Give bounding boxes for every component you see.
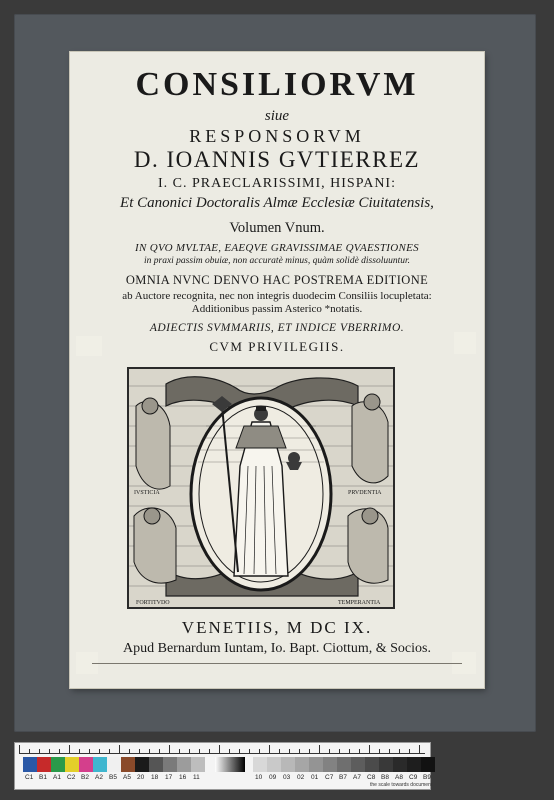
ruler-tick: [59, 749, 60, 753]
ruler-tick: [149, 749, 150, 753]
ruler-tick: [209, 749, 210, 753]
ruler-tick: [199, 749, 200, 753]
swatch-label: 18: [151, 774, 159, 781]
ruler-tick: [269, 745, 270, 753]
edition-line: OMNIA NVNC DENVO HAC POSTREMA EDITIONE: [125, 273, 429, 287]
color-swatch: [51, 757, 65, 772]
ruler-tick: [399, 749, 400, 753]
swatch-label: 16: [179, 774, 187, 781]
ruler-tick: [169, 745, 170, 753]
swatch-label: 01: [311, 774, 319, 781]
swatch-label: A1: [53, 774, 61, 781]
imprint-printer: Apud Bernardum Iuntam, Io. Bapt. Ciottum, & Socios.: [123, 641, 431, 656]
swatch-label: B7: [339, 774, 347, 781]
ruler-tick: [259, 749, 260, 753]
swatch-label: 02: [297, 774, 305, 781]
ruler-tick: [419, 745, 420, 753]
color-swatch: [177, 757, 191, 772]
color-swatch: [65, 757, 79, 772]
grey-gradient-patch: [215, 757, 245, 772]
main-title: CONSILIORVM: [135, 66, 419, 103]
swatch-label: B2: [81, 774, 89, 781]
swatch-label: 10: [255, 774, 263, 781]
grey-swatch: [337, 757, 351, 772]
ruler-tick: [409, 749, 410, 753]
ruler-tick: [109, 749, 110, 753]
ruler-tick: [369, 745, 370, 753]
ruler-tick: [229, 749, 230, 753]
grey-swatch: [281, 757, 295, 772]
contents-line: ADIECTIS SVMMARIIS, ET INDICE VBERRIMO.: [149, 322, 405, 334]
color-swatch: [79, 757, 93, 772]
color-swatch: [135, 757, 149, 772]
device-label-justice: IVSTICIA: [134, 490, 160, 496]
color-swatch: [121, 757, 135, 772]
ruler-tick: [29, 749, 30, 753]
author-office: Et Canonici Doctoralis Almæ Ecclesiæ Ciuitatensis,: [120, 195, 434, 211]
grey-swatch: [323, 757, 337, 772]
edition-line: Additionibus passim Asterico *notatis.: [191, 303, 363, 315]
grey-swatch: [407, 757, 421, 772]
color-swatch: [163, 757, 177, 772]
swatch-label: A2: [95, 774, 103, 781]
device-label-temperance: TEMPERANTIA: [338, 600, 381, 606]
title-page: [70, 52, 484, 688]
color-swatch: [149, 757, 163, 772]
device-label-fortitude: FORTITVDO: [136, 600, 170, 606]
color-swatch: [23, 757, 37, 772]
author-name: D. IOANNIS GVTIERREZ: [133, 147, 421, 172]
title-conjunction: siue: [264, 108, 290, 124]
color-swatch: [37, 757, 51, 772]
grey-swatch: [351, 757, 365, 772]
ruler-tick: [89, 749, 90, 753]
swatch-label: 09: [269, 774, 277, 781]
grey-swatch: [267, 757, 281, 772]
swatch-label: 03: [283, 774, 291, 781]
edition-line: ab Auctore recognita, nec non integris duodecim Consiliis locupletata:: [122, 290, 432, 302]
swatch-label: A8: [395, 774, 403, 781]
ruler-tick: [49, 749, 50, 753]
ruler-tick: [349, 749, 350, 753]
swatch-label: 17: [165, 774, 173, 781]
color-swatch: [93, 757, 107, 772]
volume-line: Volumen Vnum.: [229, 220, 325, 236]
author-epithet: I. C. PRAECLARISSIMI, HISPANI:: [158, 176, 396, 191]
ruler-tick: [219, 745, 220, 753]
scale-ruler: [19, 745, 425, 754]
ruler-tick: [19, 745, 20, 753]
swatch-label: B9: [423, 774, 431, 781]
ruler-tick: [379, 749, 380, 753]
ruler-tick: [309, 749, 310, 753]
ruler-tick: [129, 749, 130, 753]
description-line: IN QVO MVLTAE, EAEQVE GRAVISSIMAE QVAESTIONES: [135, 242, 419, 254]
ruler-tick: [249, 749, 250, 753]
ruler-tick: [79, 749, 80, 753]
imprint-place-date: VENETIIS, M DC IX.: [181, 618, 373, 637]
ruler-tick: [99, 749, 100, 753]
grey-swatch: [365, 757, 379, 772]
ruler-tick: [359, 749, 360, 753]
swatch-label: C2: [67, 774, 76, 781]
imprint-rule: [92, 663, 462, 664]
ruler-tick: [299, 749, 300, 753]
swatch-label: C9: [409, 774, 418, 781]
color-swatch: [107, 757, 121, 772]
description-line: in praxi passim obuiæ, non accuratè minus, quàm solidè dissoluuntur.: [143, 256, 410, 266]
swatch-label: C8: [367, 774, 376, 781]
grey-swatch: [309, 757, 323, 772]
printers-device-woodcut: [126, 366, 396, 610]
ruler-tick: [329, 749, 330, 753]
grey-swatch: [421, 757, 435, 772]
swatch-label: C7: [325, 774, 334, 781]
ruler-tick: [289, 749, 290, 753]
swatch-label: B8: [381, 774, 389, 781]
swatch-label: A7: [353, 774, 361, 781]
ruler-tick: [339, 749, 340, 753]
color-swatch: [191, 757, 205, 772]
scale-note: the scale towards document: [370, 782, 433, 788]
ruler-tick: [119, 745, 120, 753]
privilege-line: CVM PRIVILEGIIS.: [209, 339, 345, 354]
swatch-label: 11: [193, 774, 200, 781]
swatch-label: A5: [123, 774, 131, 781]
ruler-tick: [159, 749, 160, 753]
ruler-tick: [279, 749, 280, 753]
ruler-tick: [69, 745, 70, 753]
subtitle: RESPONSORVM: [189, 126, 365, 146]
grey-swatch: [393, 757, 407, 772]
swatch-label: B1: [39, 774, 47, 781]
grey-swatch: [295, 757, 309, 772]
swatch-label: B5: [109, 774, 117, 781]
device-label-prudence: PRVDENTIA: [348, 490, 382, 496]
ruler-tick: [189, 749, 190, 753]
ruler-tick: [179, 749, 180, 753]
ruler-tick: [389, 749, 390, 753]
swatch-label: C1: [25, 774, 34, 781]
grey-swatch: [253, 757, 267, 772]
ruler-tick: [239, 749, 240, 753]
swatch-label: 20: [137, 774, 145, 781]
grey-swatch: [379, 757, 393, 772]
ruler-tick: [319, 745, 320, 753]
ruler-tick: [39, 749, 40, 753]
ruler-tick: [139, 749, 140, 753]
color-calibration-scale: [14, 742, 431, 790]
